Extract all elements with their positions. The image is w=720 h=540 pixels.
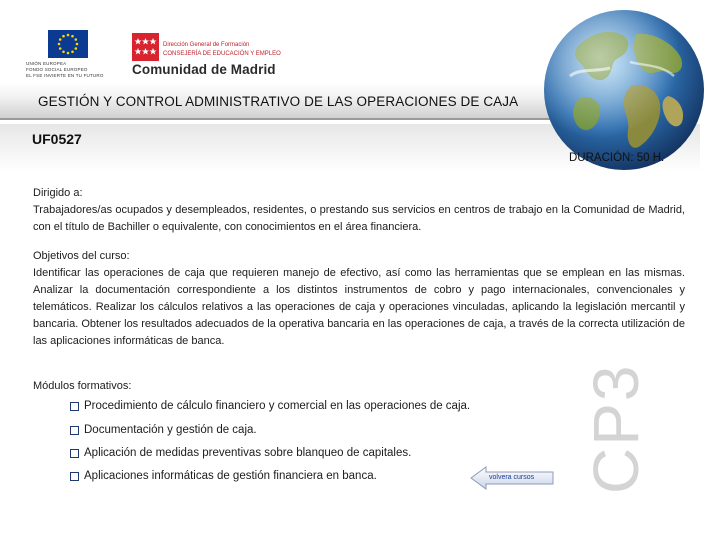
back-to-courses-label[interactable]: volvera cursos — [489, 474, 535, 481]
dirigido-heading: Dirigido a: — [33, 187, 83, 199]
cp3-watermark — [572, 298, 692, 498]
dirigido-text: Trabajadores/as ocupados y desempleados, residentes, o prestando sus servicios en centros de trabajo en la Comunidad de Madrid, con el título de Bachiller o equivalente, con conocimientos en el área financiera. — [33, 204, 685, 233]
module-label: Aplicación de medidas preventivas sobre blanqueo de capitales. — [84, 447, 412, 459]
modulos-heading: Módulos formativos: — [33, 380, 132, 392]
checkbox-bullet-icon — [70, 402, 79, 411]
module-item — [70, 400, 470, 412]
module-label: Procedimiento de cálculo financiero y comercial en las operaciones de caja. — [84, 400, 471, 412]
course-code: UF0527 — [32, 131, 82, 147]
module-item — [70, 424, 257, 436]
objetivos-heading: Objetivos del curso: — [33, 250, 130, 262]
checkbox-bullet-icon — [70, 426, 79, 435]
module-item — [70, 447, 411, 459]
course-title: GESTIÓN Y CONTROL ADMINISTRATIVO DE LAS OPERACIONES DE CAJA — [38, 94, 519, 109]
eu-text-line: UNIÓN EUROPEA — [26, 61, 67, 66]
madrid-flag-icon — [132, 33, 159, 61]
eu-text-line: FONDO SOCIAL EUROPEO — [26, 67, 88, 72]
objetivos-text: Identificar las operaciones de caja que requieren manejo de efectivo, así como las herramientas que se emplean en las mismas. Analizar la documentación correspondiente a los distintos instrumentos de cobro y pago internacionales, convencionales y telemáticos. Realizar los cálculos relativos a las operaciones de caja y operaciones vinculadas, aplicando la legislación mercantil y bancaria. Obtener los resultados adecuados de la operativa bancaria en las operaciones de caja, a través de la correcta utilización de las aplicaciones informáticas de banca. — [33, 267, 685, 347]
eu-text-line: EL FSE INVIERTE EN TU FUTURO — [26, 73, 104, 78]
checkbox-bullet-icon — [70, 449, 79, 458]
madrid-text-line: CONSEJERÍA DE EDUCACIÓN Y EMPLEO — [163, 51, 281, 57]
title-divider — [0, 118, 600, 120]
module-label: Aplicaciones informáticas de gestión financiera en banca. — [84, 470, 377, 482]
checkbox-bullet-icon — [70, 472, 79, 481]
eu-flag-icon — [48, 30, 88, 58]
madrid-text-line: Dirección General de Formación — [163, 42, 250, 48]
module-label: Documentación y gestión de caja. — [84, 424, 257, 436]
globe-icon — [540, 6, 708, 174]
cp3-watermark-text: CP3 — [580, 363, 652, 494]
madrid-name: Comunidad de Madrid — [132, 62, 276, 77]
module-item — [70, 470, 377, 482]
course-duration: DURACIÓN: 50 H. — [569, 152, 665, 164]
